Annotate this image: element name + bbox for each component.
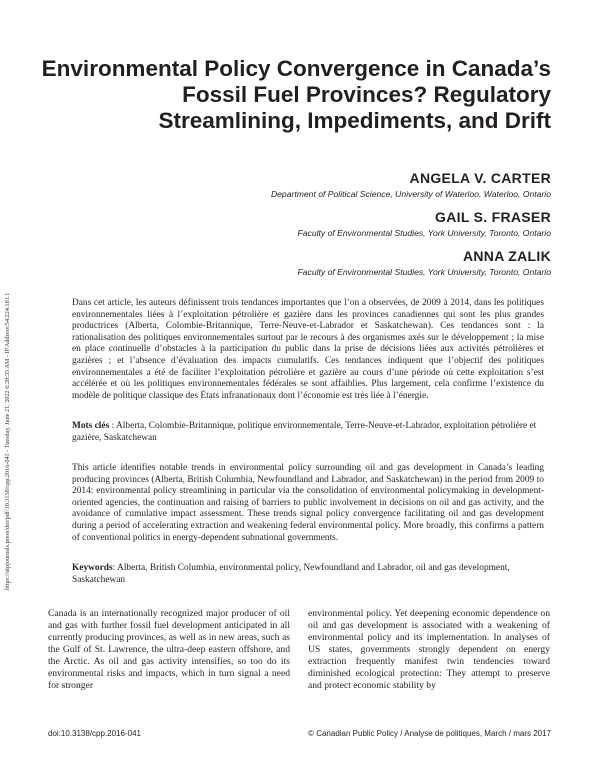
keywords-label: Mots clés	[72, 421, 110, 431]
keywords-label: Keywords	[72, 563, 113, 573]
author-affiliation: Department of Political Science, University of Waterloo, Waterloo, Ontario	[270, 189, 551, 199]
footer-doi: doi:10.3138/cpp.2016-041	[48, 729, 141, 738]
keywords-list: : Alberta, British Columbia, environmental policy, Newfoundland and Labrador, oil and gas development, Saskatchewan	[72, 563, 510, 585]
author-3	[298, 248, 551, 278]
keywords-english	[72, 563, 544, 586]
abstract-french: Dans cet article, les auteurs définissent trois tendances importantes que l’on a observées, de 2009 à 2014, dans les politiques environnementales liées à l’exploitation pétrolière et gazière dans les provinces canadiennes qui sont les plus grandes productrices (Alberta, Colombie-Britannique, Terre-Neuve-et-Labrador et Saskatchewan). Ces tendances sont : la rationalisation des politiques environnementales surtout par le recours à des organismes axés sur le développement ; la mise en place continuelle d’obstacles à la participation du public dans la prise de décisions liées aux activités pétrolières et gazières ; et l’absence d’évaluation des impacts cumulatifs. Ces tendances indiquent que l’objectif des politiques environnementales a été de faciliter l’exploitation pétrolière et gazière au cours d’une période où cette exploitation s’est accélérée et où les politiques environnementales fédérales se sont affaiblies. Plus largement, cela confirme l’existence du modèle de politique classique des États infranationaux dont l’économie est très liée à l’énergie.	[72, 298, 544, 401]
footer-citation: © Canadian Public Policy / Analyse de politiques, March / mars 2017	[308, 729, 551, 738]
author-affiliation: Faculty of Environmental Studies, York University, Toronto, Ontario	[297, 228, 551, 238]
download-stamp-text: https://utpjournals.press/doi/pdf/10.3138/cpp.2016-041 - Tuesday, June 21, 2022 6:28:35 AM - IP Address:54.224.181.1	[4, 292, 11, 590]
author-name: ANGELA V. CARTER	[409, 170, 551, 186]
download-stamp	[4, 110, 16, 590]
keywords-french	[72, 421, 544, 444]
author-name: ANNA ZALIK	[462, 248, 551, 264]
body-column-right: environmental policy. Yet deepening economic dependence on oil and gas development is associated with a weakening of environmental policy and its implementation. In analyses of US states, governments strongly dependent on energy extraction frequently manifest twin tendencies toward diminished ecological protection: They attempt to preserve and protect economic stability by	[308, 608, 550, 691]
abstract-english: This article identifies notable trends in environmental policy surrounding oil and gas development in Canada’s leading producing provinces (Alberta, British Columbia, Newfoundland and Labrador, and Saskatchewan) in the period from 2009 to 2014: environmental policy streamlining in particular via the consolidation of environmental policymaking in development-oriented agencies, the continuation and raising of barriers to public involvement in decisions on oil and gas activity, and the avoidance of cumulative impact assessment. These trends signal policy convergence facilitating oil and gas development during a period of accelerating extraction and weakening federal environmental policy. More broadly, this confirms a pattern of conventional politics in energy-dependent subnational governments.	[72, 463, 544, 543]
author-1	[271, 170, 551, 200]
author-name: GAIL S. FRASER	[435, 209, 551, 225]
author-2	[298, 209, 551, 239]
author-affiliation: Faculty of Environmental Studies, York University, Toronto, Ontario	[297, 267, 551, 277]
article-title: Environmental Policy Convergence in Canada’s Fossil Fuel Provinces? Regulatory Streamlining, Impediments, and Drift	[41, 56, 551, 133]
keywords-list: : Alberta, Colombie-Britannique, politique environnementale, Terre-Neuve-et-Labrador, exploitation pétrolière et gazière, Saskatchewan	[72, 421, 537, 443]
body-column-left: Canada is an internationally recognized major producer of oil and gas with further fossil fuel development anticipated in all currently producing provinces, as well as in new areas, such as the Gulf of St. Lawrence, the ultra-deep eastern offshore, and the Arctic. As oil and gas activity intensifies, so too do its environmental risks and impacts, which in turn signal a need for stronger	[48, 608, 290, 691]
